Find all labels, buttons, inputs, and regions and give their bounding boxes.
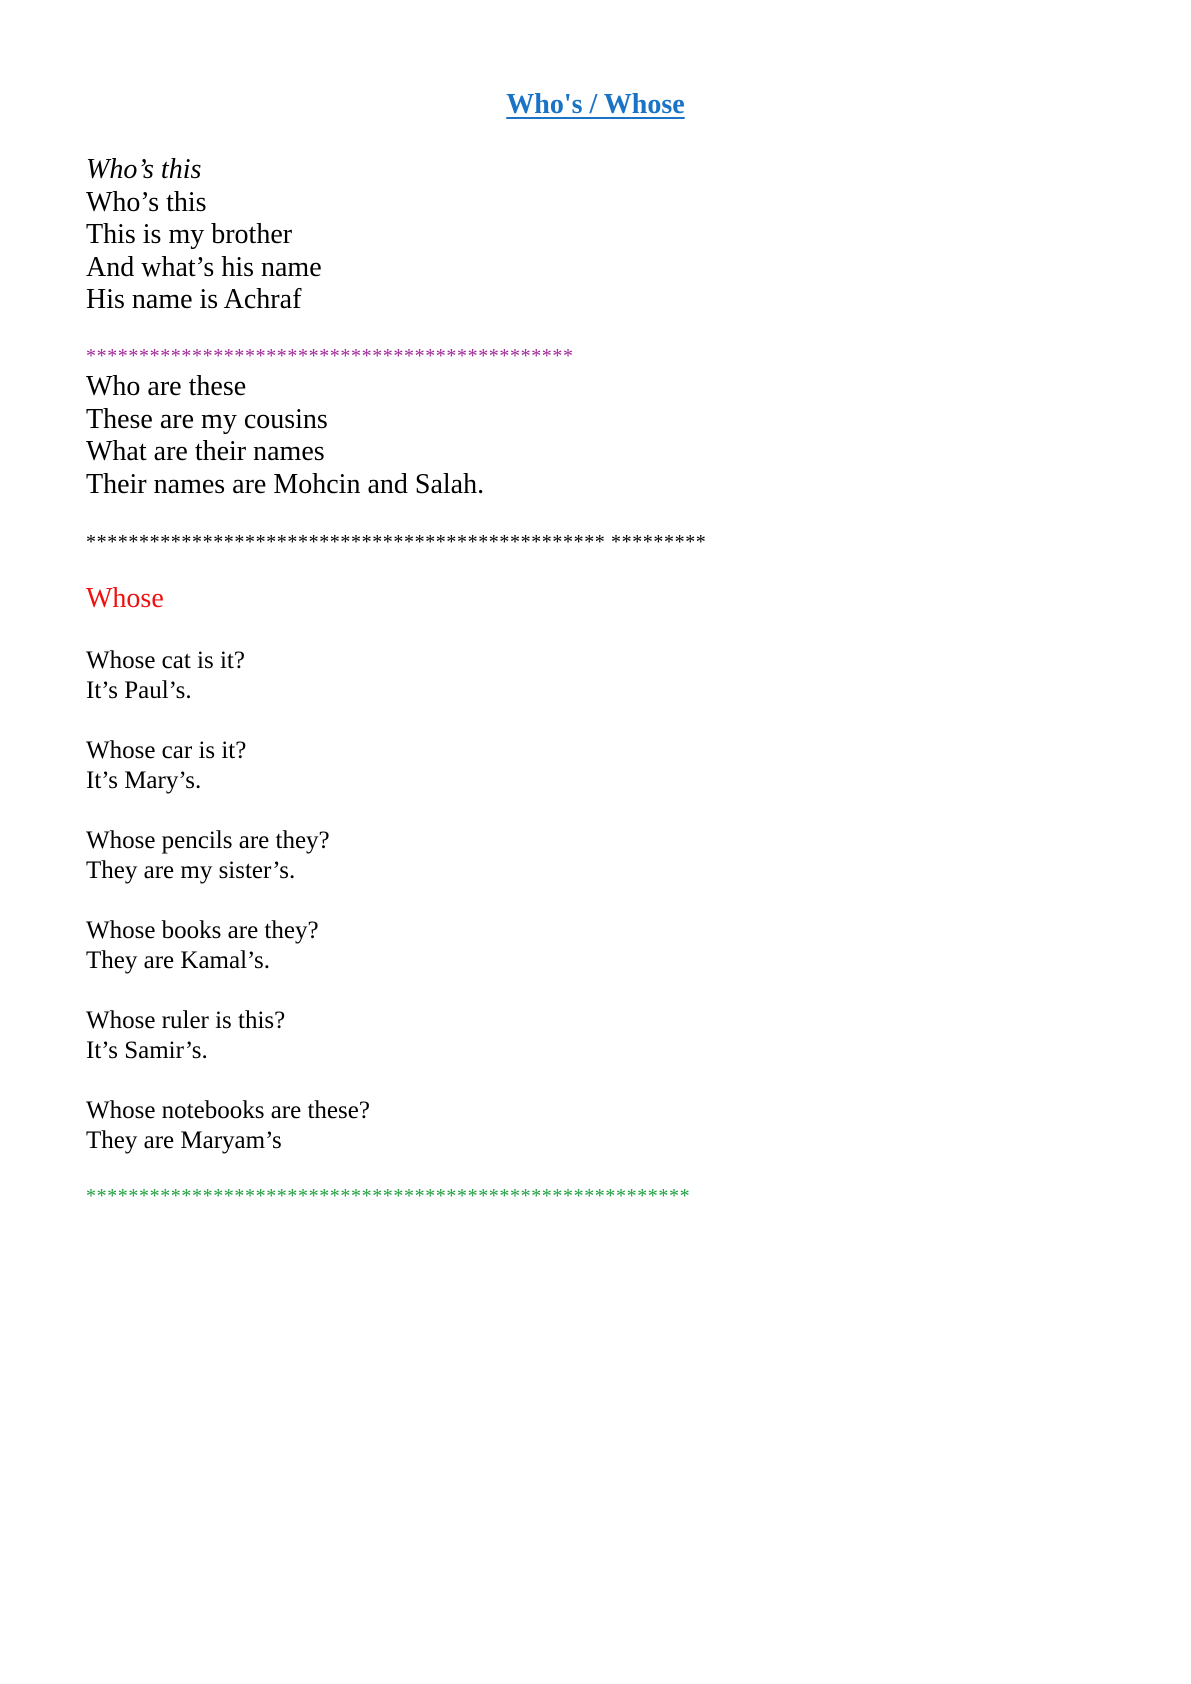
question: Whose notebooks are these? — [86, 1097, 370, 1124]
question: Whose cat is it? — [86, 647, 245, 674]
page-title-text: Who's / Whose — [506, 89, 685, 120]
qa-pair — [86, 1006, 285, 1066]
dialogue-line: This is my brother — [86, 219, 293, 250]
page-title — [0, 88, 1191, 122]
question: Whose car is it? — [86, 737, 247, 764]
dialogue-line: Who’s this — [86, 186, 207, 218]
qa-pair — [86, 736, 246, 796]
answer: They are Kamal’s. — [86, 947, 270, 974]
dialogue-line: What are their names — [86, 436, 325, 467]
qa-pair — [86, 646, 245, 706]
question: Whose pencils are they? — [86, 827, 330, 854]
answer: They are my sister’s. — [86, 857, 296, 884]
answer: It’s Paul’s. — [86, 677, 192, 704]
separator-purple: ********************************************** — [86, 345, 574, 367]
whose-heading: Whose — [86, 583, 164, 614]
qa-pair — [86, 1096, 370, 1156]
qa-pair — [86, 826, 330, 886]
separator-green: ********************************************************* — [86, 1185, 691, 1207]
dialogue-line: His name is Achraf — [86, 284, 302, 315]
question: Whose ruler is this? — [86, 1007, 286, 1034]
dialogue-heading: Who’s this — [86, 154, 202, 185]
qa-pair — [86, 916, 319, 976]
dialogue-line: These are my cousins — [86, 403, 328, 435]
dialogue-who-are-these — [86, 371, 484, 501]
question: Whose books are they? — [86, 917, 319, 944]
answer: They are Maryam’s — [86, 1127, 282, 1154]
dialogue-line: Their names are Mohcin and Salah. — [86, 468, 485, 500]
answer: It’s Samir’s. — [86, 1037, 208, 1064]
answer: It’s Mary’s. — [86, 767, 202, 794]
separator-black: ************************************************* ********* — [86, 531, 707, 553]
dialogue-whos-this — [86, 154, 322, 317]
dialogue-line: And what’s his name — [86, 251, 322, 283]
dialogue-line: Who are these — [86, 371, 247, 402]
